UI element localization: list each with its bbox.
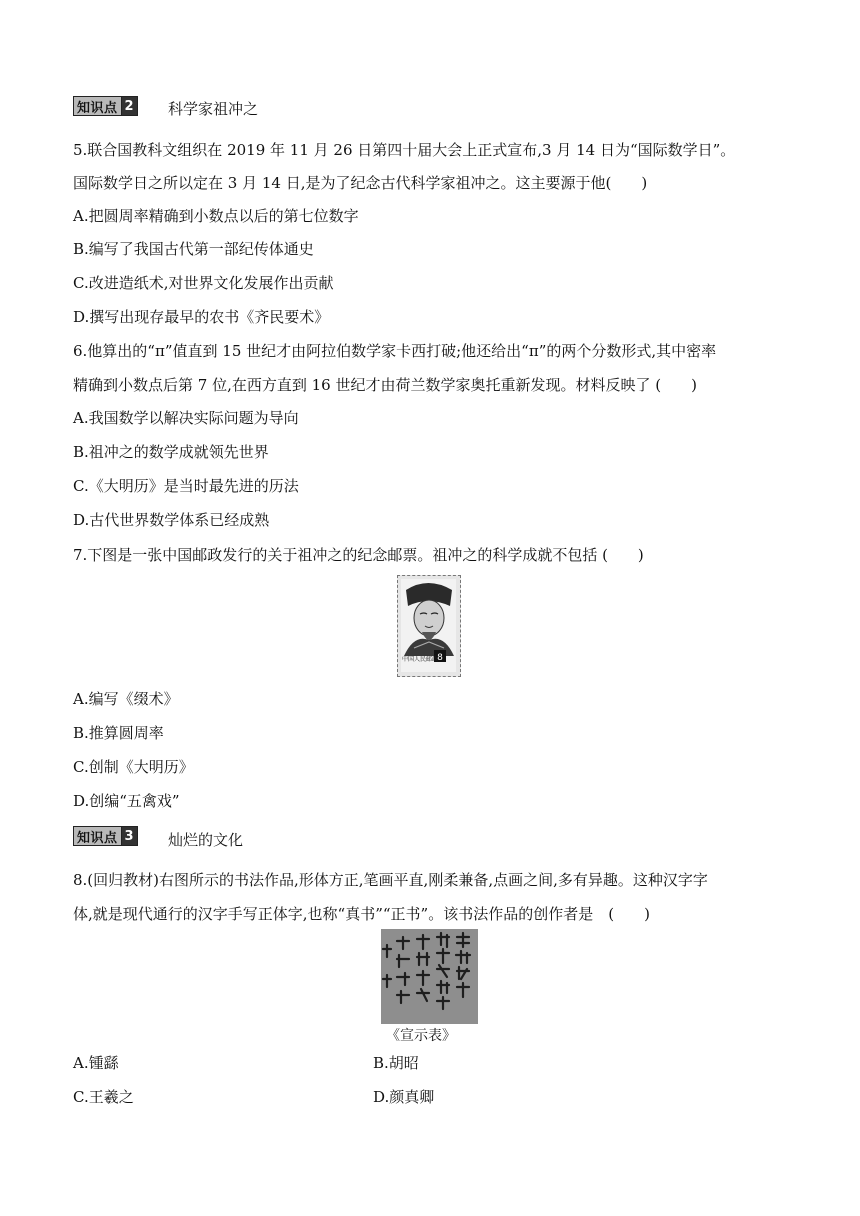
option-c: C.改进造纸术,对世界文化发展作出贡献	[73, 274, 334, 292]
option-a: A.把圆周率精确到小数点以后的第七位数字	[73, 207, 359, 225]
option-c: C.创制《大明历》	[73, 758, 194, 776]
commemorative-stamp-image	[397, 575, 461, 677]
badge-label: 知识点	[74, 827, 121, 845]
question-6-text: 6.他算出的“π”值直到 15 世纪才由阿拉伯数学家卡西打破;他还给出“π”的两个分数形式,其中密率	[73, 342, 717, 360]
option-c: C.《大明历》是当时最先进的历法	[73, 477, 299, 495]
section-title: 科学家祖冲之	[168, 100, 259, 118]
badge-number: 2	[121, 97, 137, 115]
badge-number: 3	[121, 827, 137, 845]
option-d: D.古代世界数学体系已经成熟	[73, 511, 270, 529]
question-8-text: 体,就是现代通行的汉字手写正体字,也称“真书”“正书”。该书法作品的创作者是 ( )	[73, 905, 650, 923]
calligraphy-strokes	[381, 929, 478, 1024]
question-5-text: 国际数学日之所以定在 3 月 14 日,是为了纪念古代科学家祖冲之。这主要源于他( )	[73, 174, 648, 192]
option-d: D.撰写出现存最早的农书《齐民要术》	[73, 308, 330, 326]
option-c: C.王羲之	[73, 1088, 134, 1106]
knowledge-point-badge	[73, 826, 138, 846]
option-d: D.创编“五禽戏”	[73, 792, 180, 810]
question-6-text: 精确到小数点后第 7 位,在西方直到 16 世纪才由荷兰数学家奥托重新发现。材料反映了 ( )	[73, 376, 697, 394]
question-7-text: 7.下图是一张中国邮政发行的关于祖冲之的纪念邮票。祖冲之的科学成就不包括 ( )	[73, 546, 644, 564]
option-d: D.颜真卿	[373, 1088, 435, 1106]
question-8-text: 8.(回归教材)右图所示的书法作品,形体方正,笔画平直,刚柔兼备,点画之间,多有异趣。这种汉字字	[73, 871, 708, 889]
option-b: B.祖冲之的数学成就领先世界	[73, 443, 269, 461]
option-a: A.锺繇	[73, 1054, 119, 1072]
stamp-text: 中国人民邮政	[402, 656, 439, 663]
knowledge-point-badge	[73, 96, 138, 116]
svg-text:8: 8	[437, 653, 443, 663]
section-title: 灿烂的文化	[168, 831, 244, 849]
option-b: B.编写了我国古代第一部纪传体通史	[73, 240, 314, 258]
image-caption: 《宣示表》	[386, 1028, 456, 1044]
option-a: A.编写《缀术》	[73, 690, 179, 708]
question-5-text: 5.联合国教科文组织在 2019 年 11 月 26 日第四十届大会上正式宣布,3 月 14 日为“国际数学日”。	[73, 141, 736, 159]
option-a: A.我国数学以解决实际问题为导向	[73, 409, 299, 427]
option-b: B.推算圆周率	[73, 724, 164, 742]
calligraphy-image	[381, 929, 478, 1024]
option-b: B.胡昭	[373, 1054, 419, 1072]
badge-label: 知识点	[74, 97, 121, 115]
